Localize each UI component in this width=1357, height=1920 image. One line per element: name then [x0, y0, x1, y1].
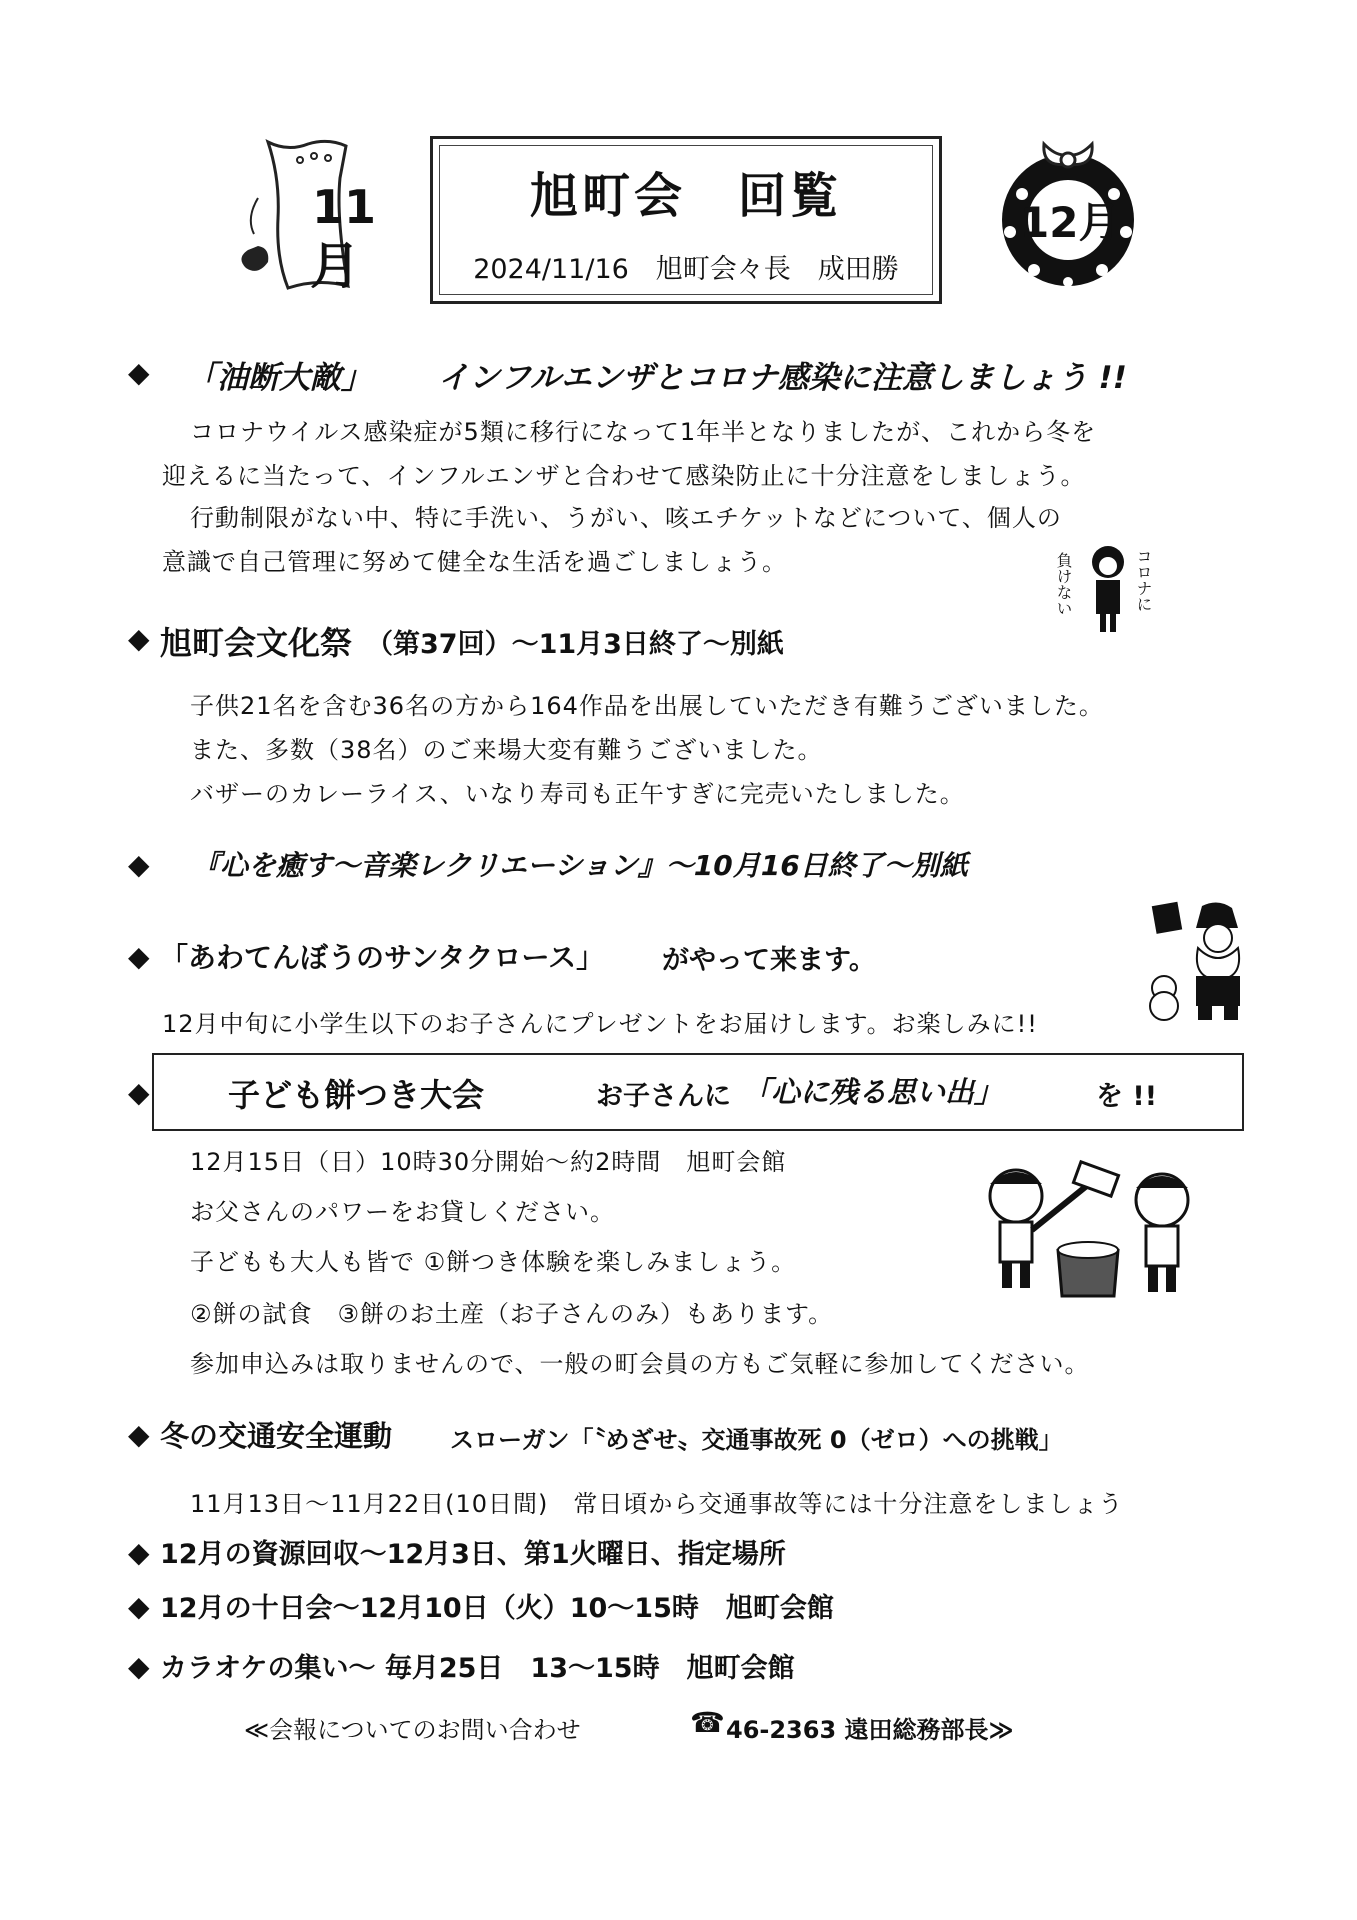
bullet-tenth-day: ◆ [128, 1590, 150, 1623]
bullet-music: ◆ [128, 848, 150, 881]
corona-character-illustration [1078, 544, 1138, 634]
bullet-santa: ◆ [128, 940, 150, 973]
traffic-line: 11月13日～11月22日(10日間) 常日頃から交通事故等には十分注意をしましょう [190, 1490, 1124, 1518]
culture-heading-suffix: （第37回）～11月3日終了～別紙 [366, 629, 784, 660]
bullet-culture: ◆ [128, 622, 150, 655]
mochi-line: 参加申込みは取りませんので、一般の町会員の方もご気軽に参加してください。 [190, 1350, 1090, 1378]
mochi-heading: 子ども餅つき大会 [228, 1076, 485, 1114]
footer-contact-value: 46-2363 遠田総務部長≫ [726, 1716, 1014, 1744]
santa-heading-rest: がやって来ます。 [662, 945, 876, 976]
traffic-slogan: スローガン「〝めざせ〟交通事故死 0（ゼロ）への挑戦」 [450, 1426, 1063, 1454]
culture-line: また、多数（38名）のご来場大変有難うございました。 [190, 736, 823, 764]
culture-line: バザーのカレーライス、いなり寿司も正午すぎに完売いたしました。 [190, 780, 965, 808]
mochi-heading-sub3: を !! [1096, 1081, 1158, 1112]
bullet-recycling: ◆ [128, 1536, 150, 1569]
influenza-line: コロナウイルス感染症が5類に移行になって1年半となりましたが、これから冬を [190, 418, 1097, 446]
bullet-influenza: ◆ [128, 356, 150, 389]
page-subtitle: 2024/11/16 旭町会々長 成田勝 [473, 254, 899, 285]
traffic-heading: 冬の交通安全運動 [160, 1419, 393, 1453]
bullet-karaoke: ◆ [128, 1650, 150, 1683]
mochi-pounding-illustration [976, 1160, 1202, 1300]
music-heading: 『心を癒す～音楽レクリエーション』～10月16日終了～別紙 [192, 849, 968, 882]
page-title: 旭町会 回覧 [529, 168, 842, 224]
santa-illustration [1146, 898, 1256, 1022]
influenza-heading-quote: 「油断大敵」 [186, 360, 372, 396]
mochi-heading-sub2: 「心に残る思い出」 [742, 1075, 1004, 1109]
karaoke-text: カラオケの集い～ 毎月25日 13～15時 旭町会館 [160, 1653, 795, 1684]
culture-line: 子供21名を含む36名の方から164作品を出展していただき有難うございました。 [190, 692, 1104, 720]
tenth-day-text: 12月の十日会～12月10日（火）10～15時 旭町会館 [160, 1593, 834, 1624]
santa-heading-quote: 「あわてんぼうのサンタクロース」 [160, 941, 605, 974]
mochi-line: ②餅の試食 ③餅のお土産（お子さんのみ）もあります。 [190, 1300, 834, 1328]
title-box [430, 136, 942, 304]
mochi-line: 12月15日（日）10時30分開始～約2時間 旭町会館 [190, 1148, 787, 1176]
month-left-number: 11 [312, 180, 377, 234]
bullet-traffic: ◆ [128, 1418, 150, 1451]
influenza-heading: インフルエンザとコロナ感染に注意しましょう !! [438, 360, 1127, 396]
phone-icon: ☎ [690, 1706, 725, 1739]
influenza-line: 行動制限がない中、特に手洗い、うがい、咳エチケットなどについて、個人の [190, 504, 1062, 532]
culture-heading: 旭町会文化祭 [160, 624, 353, 662]
influenza-line: 迎えるに当たって、インフルエンザと合わせて感染防止に十分注意をしましょう。 [162, 462, 1086, 490]
footer-contact-label: ≪会報についてのお問い合わせ [244, 1716, 581, 1744]
bullet-mochi: ◆ [128, 1076, 150, 1109]
month-right-label: 12月 [1020, 198, 1121, 247]
influenza-line: 意識で自己管理に努めて健全な生活を過ごしましょう。 [162, 548, 787, 576]
recycling-text: 12月の資源回収～12月3日、第1火曜日、指定場所 [160, 1539, 786, 1570]
corona-caption-right: コロナに [1134, 548, 1153, 612]
santa-line: 12月中旬に小学生以下のお子さんにプレゼントをお届けします。お楽しみに!! [162, 1010, 1038, 1038]
corona-caption-left: 負けない [1054, 552, 1073, 616]
mochi-heading-sub1: お子さんに [596, 1081, 731, 1112]
mochi-line: お父さんのパワーをお貸しください。 [190, 1198, 615, 1226]
month-left-kanji: 月 [310, 237, 360, 295]
mochi-line: 子どもも大人も皆で ①餅つき体験を楽しみましょう。 [190, 1248, 797, 1276]
